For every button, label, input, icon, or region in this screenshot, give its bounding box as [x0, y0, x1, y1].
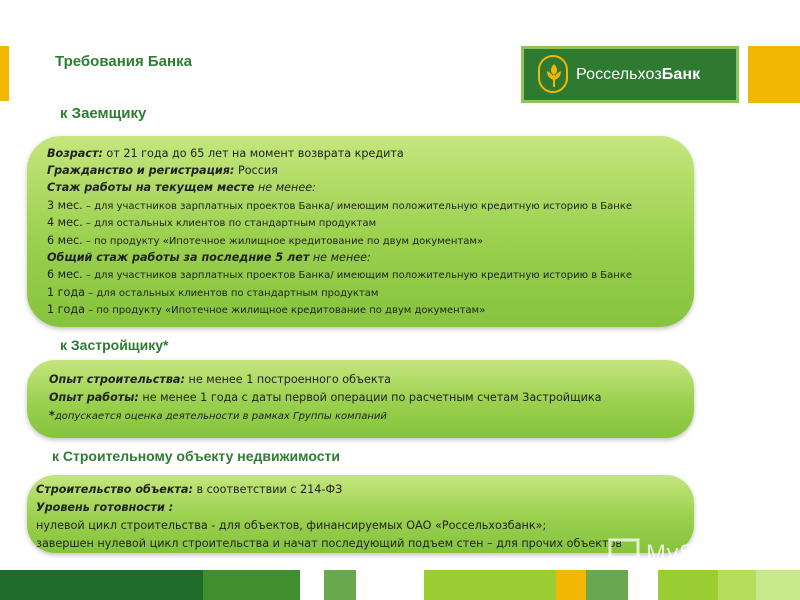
footer-block	[300, 570, 324, 600]
watermark-text: MyShared	[646, 540, 760, 567]
borrower-line-total-2: 1 года – для остальных клиентов по стандартным продуктам	[47, 286, 379, 299]
object-line-readiness: Уровень готовности :	[36, 501, 174, 514]
footer-block	[628, 570, 658, 600]
object-requirements-panel	[27, 475, 694, 553]
left-accent-bar	[0, 46, 9, 101]
footer-block	[586, 570, 628, 600]
borrower-line-total-1: 6 мес. – для участников зарплатных проектов Банка/ имеющим положительную кредитную историю в Банке	[47, 268, 633, 281]
borrower-line-tenure-1: 3 мес. – для участников зарплатных проектов Банка/ имеющим положительную кредитную историю в Банке	[47, 199, 633, 212]
borrower-line-citizenship: Гражданство и регистрация: Россия	[47, 164, 278, 177]
object-line-construction: Строительство объекта: в соответствии с 214-ФЗ	[36, 483, 343, 496]
object-line-readiness-1: нулевой цикл строительства - для объектов, финансируемых ОАО «Россельхозбанк»;	[36, 519, 547, 532]
borrower-line-age: Возраст: от 21 года до 65 лет на момент возврата кредита	[47, 147, 404, 160]
footer-stripe	[0, 570, 800, 600]
watermark	[608, 538, 778, 574]
borrower-line-tenure-3: 6 мес. – по продукту «Ипотечное жилищное кредитование по двум документам»	[47, 234, 484, 247]
developer-line-footnote: *допускается оценка деятельности в рамках Группы компаний	[49, 409, 387, 422]
object-line-readiness-2: завершен нулевой цикл строительства и начат последующий подъем стен – для прочих объектов	[36, 537, 622, 550]
bank-logo	[521, 46, 739, 103]
borrower-requirements-panel	[27, 136, 694, 327]
footer-block	[0, 570, 203, 600]
wheat-emblem-icon	[538, 55, 568, 93]
logo-text	[576, 66, 700, 84]
footer-block	[356, 570, 424, 600]
logo-text-regular: Россельхоз	[576, 66, 662, 83]
borrower-line-total-tenure: Общий стаж работы за последние 5 лет не менее:	[47, 251, 371, 264]
section-heading-object: к Строительному объекту недвижимости	[52, 448, 340, 464]
developer-line-work-experience: Опыт работы: не менее 1 года с даты первой операции по расчетным счетам Застройщика	[49, 391, 602, 404]
borrower-line-total-3: 1 года – по продукту «Ипотечное жилищное кредитование по двум документам»	[47, 303, 486, 316]
footer-block	[556, 570, 586, 600]
footer-block	[718, 570, 756, 600]
footer-block	[658, 570, 718, 600]
borrower-line-tenure-2: 4 мес. – для остальных клиентов по стандартным продуктам	[47, 216, 377, 229]
section-heading-developer: к Застройщику*	[60, 337, 169, 353]
footer-block	[203, 570, 300, 600]
logo-text-bold: Банк	[661, 66, 701, 83]
footer-block	[424, 570, 556, 600]
developer-requirements-panel	[27, 360, 694, 438]
footer-block	[324, 570, 356, 600]
footer-block	[756, 570, 800, 600]
borrower-line-current-tenure: Стаж работы на текущем месте не менее:	[47, 181, 316, 194]
right-accent-bar	[748, 46, 800, 103]
section-heading-borrower: к Заемщику	[60, 105, 147, 122]
page-title: Требования Банка	[55, 53, 192, 70]
presentation-icon	[608, 538, 642, 568]
developer-line-construction-experience: Опыт строительства: не менее 1 построенного объекта	[49, 373, 391, 386]
